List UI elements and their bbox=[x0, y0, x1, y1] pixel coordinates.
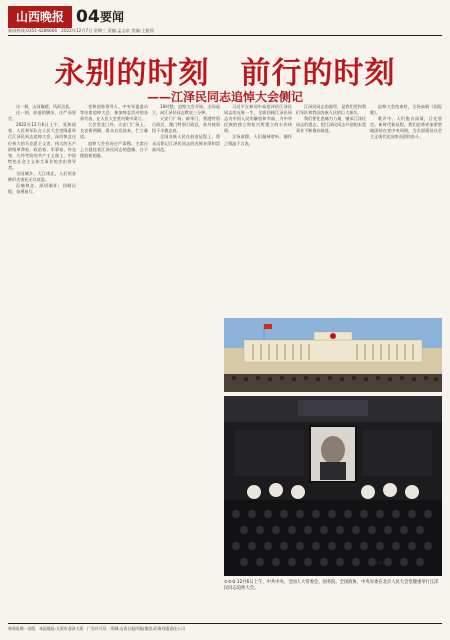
paragraph: 天安门广场、新华门、香港特别行政区、澳门特别行政区，驻外使领馆下半旗志哀。 bbox=[152, 116, 220, 134]
paragraph: 2022年12月6日上午，党和国家、人民和军队在人民大会堂隆重举行江泽民同志追悼大会，深切悼念这位伟大的马克思主义者，伟大的无产阶级革命家、政治家、军事家、外交家，久经考验的共产主义战士，中国特色社会主义伟大事业的杰出领导者。 bbox=[8, 122, 76, 170]
page-subheadline bbox=[0, 88, 450, 105]
paragraph: 歌声中，人们饱含深情，目光坚定。新时代新征程，我们必将更加紧密地团结在党中央周围，为全面建设社会主义现代化国家而团结奋斗。 bbox=[370, 116, 442, 140]
photo-illustration bbox=[224, 396, 442, 576]
paragraph: 全国各族人民在前进征程上，将永远铭记江泽民同志的光辉业绩和崇高风范。 bbox=[152, 134, 220, 152]
article-column-6 bbox=[370, 104, 442, 316]
paragraph: 这一刻，前进的脚步，庄严而坚定。 bbox=[8, 110, 76, 122]
paragraph: 10时整，追悼大会开始。全场起立，向江泽民同志默哀三分钟。 bbox=[152, 104, 220, 116]
paragraph: 全场肃穆，人们凝神聆听，缅怀之情溢于言表。 bbox=[224, 134, 292, 146]
article-column-1 bbox=[8, 104, 76, 616]
paragraph: 沉痛悼念，深切缅怀；回顾历程，奋勇前行。 bbox=[8, 183, 76, 195]
paragraph: 江泽民同志的逝世，是我们党和我们军队和我国各族人民的巨大损失。 bbox=[296, 104, 366, 116]
header-divider bbox=[8, 35, 442, 36]
newspaper-logo: 山西晚报 bbox=[8, 6, 72, 28]
photo-memorial-hall-interior bbox=[224, 396, 442, 576]
photo-credit: 新华社发 bbox=[370, 560, 387, 565]
paragraph: 我们要化悲痛为力量，继承江泽民同志的遗志，把江泽民同志开创的未竟事业不断推向前进。 bbox=[296, 116, 366, 134]
page-number: 04 bbox=[76, 7, 100, 27]
photo-illustration bbox=[224, 318, 442, 392]
masthead bbox=[8, 6, 442, 34]
paragraph: 追悼大会结束时，全场高唱《国际歌》。 bbox=[370, 104, 442, 116]
photo-caption: ①②③ 12月6日上午，中共中央、全国人大常委会、国务院、全国政协、中央军委在北京人民大会堂隆重举行江泽民同志追悼大会。 bbox=[224, 580, 439, 591]
footer-divider bbox=[8, 623, 442, 624]
section-name: 要闻 bbox=[100, 10, 125, 24]
paragraph: 这一刻，山河凝噎，风雨含悲。 bbox=[16, 104, 74, 109]
paragraph: 追悼大会会场庄严肃穆。主席台上方悬挂着江泽民同志的遗像，台下摆放着花圈。 bbox=[80, 140, 148, 158]
header-meta: 新闻热线:0351-4286666 2022年12月7日 星期三 责编:孟志泉 美编:王振翔 bbox=[8, 28, 154, 33]
article-column-3 bbox=[152, 104, 220, 616]
page-headline: 永别的时刻 前行的时刻 bbox=[54, 56, 396, 91]
paragraph: 习近平在悼词中高度评价江泽民同志的光辉一生，全面回顾江泽民同志为中国人民的解放和幸福、为中华民族的独立和复兴所建立的丰功伟绩。 bbox=[224, 104, 292, 134]
page-footer: 每周星期一出版 本报地址:太原市迎泽大街 广告许可证 印刷:山西日报传媒(集团)印务有限责任公司 bbox=[8, 626, 185, 631]
article-column-2 bbox=[80, 104, 148, 616]
photo-great-hall-exterior bbox=[224, 318, 442, 392]
paragraph: 大会堂北门外，天安门广场上，长安街两侧，群众自发前来，伫立凝望。 bbox=[80, 122, 148, 140]
paragraph: 党和国家领导人、中央军委委员等出席追悼大会，参加悼念活动的各界代表，在人民大会堂内集中肃立。 bbox=[80, 104, 148, 122]
article-column-5 bbox=[296, 104, 366, 316]
article-column-4 bbox=[224, 104, 292, 316]
paragraph: 全国城乡，大江南北，人们用各种形式寄托无尽哀思。 bbox=[8, 171, 76, 183]
subhead-text: ——江泽民同志追悼大会侧记 bbox=[146, 90, 303, 104]
